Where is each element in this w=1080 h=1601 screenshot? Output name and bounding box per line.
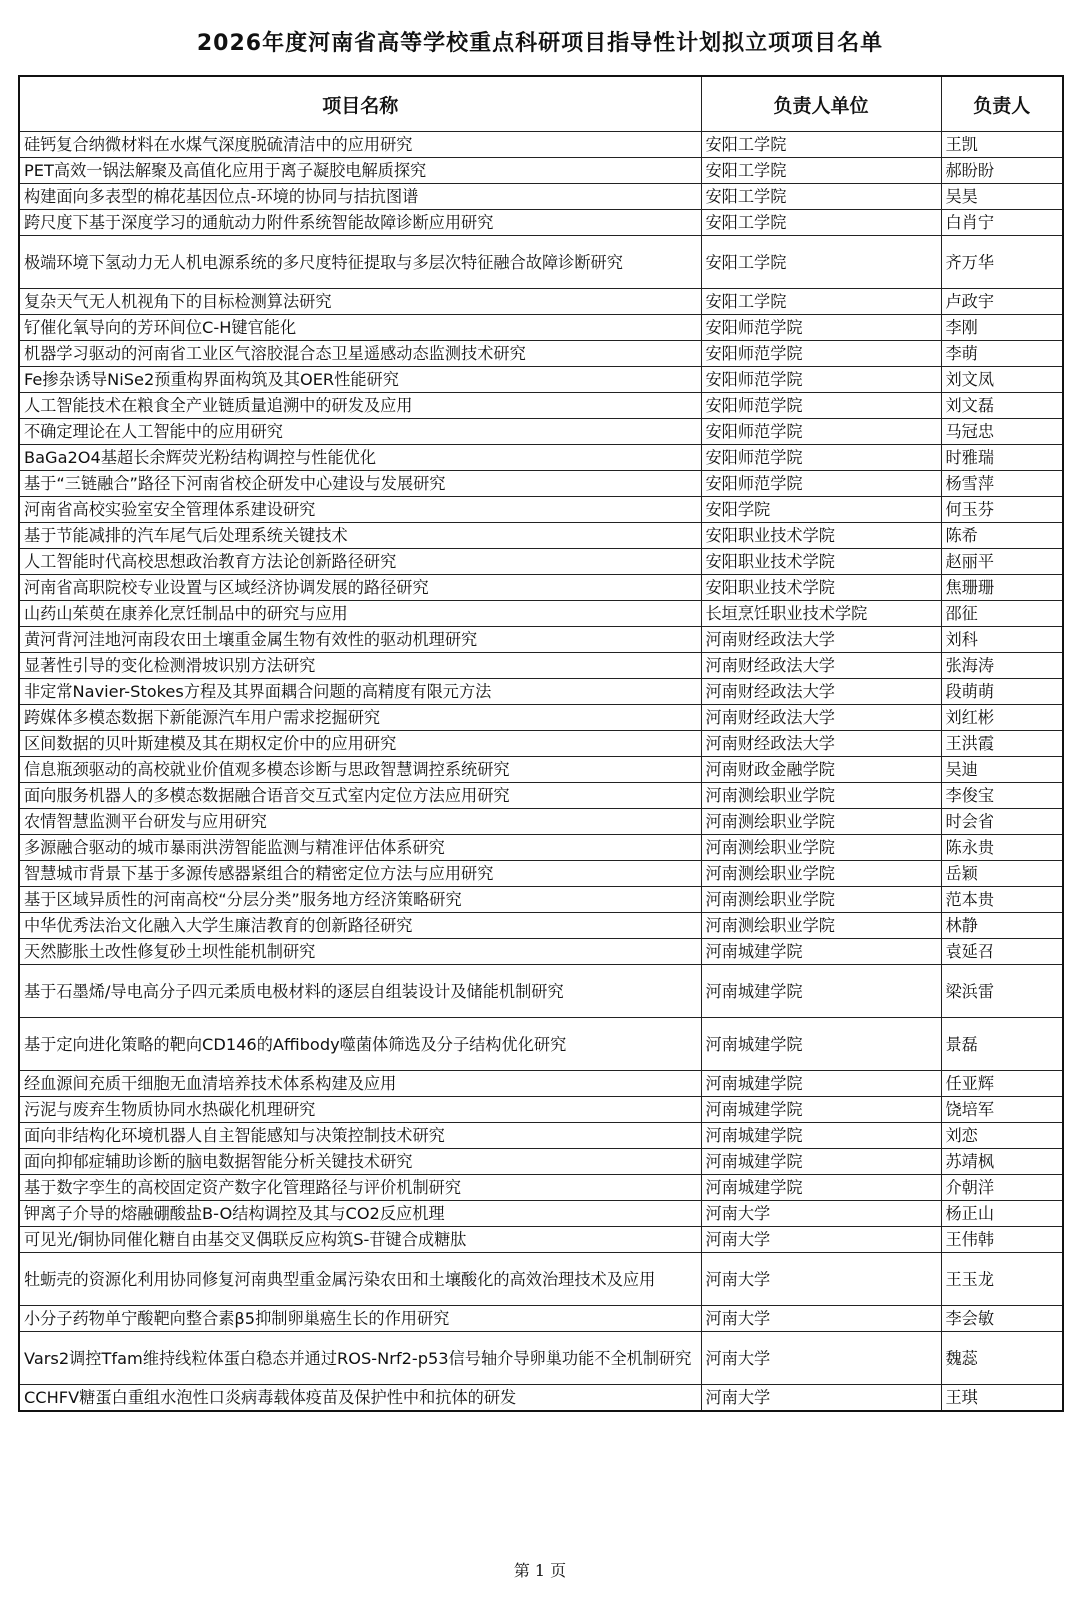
table-row [19, 939, 1063, 965]
unit-cell: 河南大学 [701, 1253, 941, 1306]
leader-cell: 岳颖 [941, 861, 1063, 887]
leader-cell: 郝盼盼 [941, 158, 1063, 184]
leader-cell: 范本贵 [941, 887, 1063, 913]
project-name-cell: BaGa2O4基超长余辉荧光粉结构调控与性能优化 [19, 445, 701, 471]
leader-cell: 杨正山 [941, 1201, 1063, 1227]
unit-cell: 安阳职业技术学院 [701, 549, 941, 575]
table-row [19, 1018, 1063, 1071]
unit-cell: 河南大学 [701, 1332, 941, 1385]
unit-cell: 河南城建学院 [701, 1018, 941, 1071]
project-name-cell: CCHFV糖蛋白重组水泡性口炎病毒载体疫苗及保护性中和抗体的研发 [19, 1385, 701, 1412]
project-name-cell: 中华优秀法治文化融入大学生廉洁教育的创新路径研究 [19, 913, 701, 939]
table-row [19, 419, 1063, 445]
leader-cell: 何玉芬 [941, 497, 1063, 523]
unit-cell: 安阳师范学院 [701, 367, 941, 393]
leader-cell: 刘科 [941, 627, 1063, 653]
project-name-cell: 牡蛎壳的资源化利用协同修复河南典型重金属污染农田和土壤酸化的高效治理技术及应用 [19, 1253, 701, 1306]
leader-cell: 马冠忠 [941, 419, 1063, 445]
table-row [19, 627, 1063, 653]
unit-cell: 河南城建学院 [701, 1123, 941, 1149]
project-name-cell: 硅钙复合纳微材料在水煤气深度脱硫清洁中的应用研究 [19, 132, 701, 158]
leader-cell: 李刚 [941, 315, 1063, 341]
table-row [19, 861, 1063, 887]
project-name-cell: 天然膨胀土改性修复砂土坝性能机制研究 [19, 939, 701, 965]
project-name-cell: 构建面向多表型的棉花基因位点-环境的协同与拮抗图谱 [19, 184, 701, 210]
leader-cell: 吴迪 [941, 757, 1063, 783]
leader-cell: 李俊宝 [941, 783, 1063, 809]
project-name-cell: 非定常Navier-Stokes方程及其界面耦合问题的高精度有限元方法 [19, 679, 701, 705]
project-name-cell: 基于石墨烯/导电高分子四元柔质电极材料的逐层自组装设计及储能机制研究 [19, 965, 701, 1018]
unit-cell: 安阳师范学院 [701, 471, 941, 497]
table-row [19, 653, 1063, 679]
unit-cell: 安阳工学院 [701, 236, 941, 289]
header-unit: 负责人单位 [701, 76, 941, 132]
leader-cell: 刘文磊 [941, 393, 1063, 419]
project-name-cell: 跨媒体多模态数据下新能源汽车用户需求挖掘研究 [19, 705, 701, 731]
unit-cell: 河南城建学院 [701, 939, 941, 965]
unit-cell: 安阳职业技术学院 [701, 575, 941, 601]
project-name-cell: 基于数字孪生的高校固定资产数字化管理路径与评价机制研究 [19, 1175, 701, 1201]
table-row [19, 835, 1063, 861]
page-number: 第 1 页 [513, 1561, 567, 1580]
unit-cell: 河南大学 [701, 1227, 941, 1253]
leader-cell: 杨雪萍 [941, 471, 1063, 497]
unit-cell: 河南城建学院 [701, 965, 941, 1018]
table-row [19, 184, 1063, 210]
project-name-cell: 面向抑郁症辅助诊断的脑电数据智能分析关键技术研究 [19, 1149, 701, 1175]
table-row [19, 1097, 1063, 1123]
table-row [19, 523, 1063, 549]
leader-cell: 林静 [941, 913, 1063, 939]
project-name-cell: 跨尺度下基于深度学习的通航动力附件系统智能故障诊断应用研究 [19, 210, 701, 236]
project-name-cell: 多源融合驱动的城市暴雨洪涝智能监测与精准评估体系研究 [19, 835, 701, 861]
leader-cell: 任亚辉 [941, 1071, 1063, 1097]
table-row [19, 601, 1063, 627]
unit-cell: 河南城建学院 [701, 1149, 941, 1175]
leader-cell: 时雅瑞 [941, 445, 1063, 471]
leader-cell: 陈希 [941, 523, 1063, 549]
project-name-cell: 黄河背河洼地河南段农田土壤重金属生物有效性的驱动机理研究 [19, 627, 701, 653]
table-row [19, 705, 1063, 731]
table-row [19, 1071, 1063, 1097]
leader-cell: 王洪霞 [941, 731, 1063, 757]
leader-cell: 刘红彬 [941, 705, 1063, 731]
leader-cell: 吴昊 [941, 184, 1063, 210]
project-name-cell: 基于定向进化策略的靶向CD146的Affibody噬菌体筛选及分子结构优化研究 [19, 1018, 701, 1071]
project-name-cell: 污泥与废弃生物质协同水热碳化机理研究 [19, 1097, 701, 1123]
leader-cell: 王伟韩 [941, 1227, 1063, 1253]
leader-cell: 景磊 [941, 1018, 1063, 1071]
project-name-cell: PET高效一锅法解聚及高值化应用于离子凝胶电解质探究 [19, 158, 701, 184]
leader-cell: 苏靖枫 [941, 1149, 1063, 1175]
unit-cell: 河南测绘职业学院 [701, 835, 941, 861]
project-name-cell: 钌催化氧导向的芳环间位C-H键官能化 [19, 315, 701, 341]
project-name-cell: 钾离子介导的熔融硼酸盐B-O结构调控及其与CO2反应机理 [19, 1201, 701, 1227]
project-name-cell: 复杂天气无人机视角下的目标检测算法研究 [19, 289, 701, 315]
unit-cell: 河南城建学院 [701, 1097, 941, 1123]
unit-cell: 长垣烹饪职业技术学院 [701, 601, 941, 627]
unit-cell: 安阳工学院 [701, 184, 941, 210]
unit-cell: 河南财经政法大学 [701, 627, 941, 653]
header-leader: 负责人 [941, 76, 1063, 132]
table-row [19, 132, 1063, 158]
unit-cell: 河南财政金融学院 [701, 757, 941, 783]
table-row [19, 315, 1063, 341]
table-row [19, 913, 1063, 939]
project-name-cell: 基于“三链融合”路径下河南省校企研发中心建设与发展研究 [19, 471, 701, 497]
leader-cell: 王琪 [941, 1385, 1063, 1412]
unit-cell: 河南测绘职业学院 [701, 809, 941, 835]
leader-cell: 介朝洋 [941, 1175, 1063, 1201]
project-name-cell: 河南省高校实验室安全管理体系建设研究 [19, 497, 701, 523]
unit-cell: 安阳师范学院 [701, 419, 941, 445]
unit-cell: 安阳工学院 [701, 158, 941, 184]
unit-cell: 河南财经政法大学 [701, 653, 941, 679]
table-row [19, 731, 1063, 757]
table-row [19, 1149, 1063, 1175]
unit-cell: 河南城建学院 [701, 1071, 941, 1097]
unit-cell: 安阳工学院 [701, 210, 941, 236]
table-row [19, 289, 1063, 315]
unit-cell: 河南大学 [701, 1201, 941, 1227]
leader-cell: 段萌萌 [941, 679, 1063, 705]
leader-cell: 卢政宇 [941, 289, 1063, 315]
unit-cell: 河南财经政法大学 [701, 731, 941, 757]
table-row [19, 1175, 1063, 1201]
leader-cell: 王玉龙 [941, 1253, 1063, 1306]
project-name-cell: 人工智能技术在粮食全产业链质量追溯中的研发及应用 [19, 393, 701, 419]
unit-cell: 安阳师范学院 [701, 393, 941, 419]
project-name-cell: 智慧城市背景下基于多源传感器紧组合的精密定位方法与应用研究 [19, 861, 701, 887]
table-row [19, 445, 1063, 471]
unit-cell: 安阳师范学院 [701, 341, 941, 367]
header-project-name: 项目名称 [19, 76, 701, 132]
project-name-cell: 农情智慧监测平台研发与应用研究 [19, 809, 701, 835]
unit-cell: 安阳工学院 [701, 289, 941, 315]
leader-cell: 李会敏 [941, 1306, 1063, 1332]
table-row [19, 1385, 1063, 1412]
leader-cell: 王凯 [941, 132, 1063, 158]
leader-cell: 李萌 [941, 341, 1063, 367]
table-row [19, 1306, 1063, 1332]
leader-cell: 饶培军 [941, 1097, 1063, 1123]
table-row [19, 1123, 1063, 1149]
table-row [19, 1201, 1063, 1227]
unit-cell: 河南测绘职业学院 [701, 861, 941, 887]
table-row [19, 1227, 1063, 1253]
unit-cell: 河南城建学院 [701, 1175, 941, 1201]
leader-cell: 焦珊珊 [941, 575, 1063, 601]
table-row [19, 393, 1063, 419]
project-name-cell: 经血源间充质干细胞无血清培养技术体系构建及应用 [19, 1071, 701, 1097]
project-name-cell: 极端环境下氢动力无人机电源系统的多尺度特征提取与多层次特征融合故障诊断研究 [19, 236, 701, 289]
table-row [19, 679, 1063, 705]
table-row [19, 236, 1063, 289]
unit-cell: 河南大学 [701, 1306, 941, 1332]
leader-cell: 赵丽平 [941, 549, 1063, 575]
project-table [18, 75, 1064, 1412]
project-name-cell: 小分子药物单宁酸靶向整合素β5抑制卵巢癌生长的作用研究 [19, 1306, 701, 1332]
project-name-cell: 显著性引导的变化检测滑坡识别方法研究 [19, 653, 701, 679]
leader-cell: 袁延召 [941, 939, 1063, 965]
project-name-cell: 可见光/铜协同催化糖自由基交叉偶联反应构筑S-苷键合成糖肽 [19, 1227, 701, 1253]
project-name-cell: 面向非结构化环境机器人自主智能感知与决策控制技术研究 [19, 1123, 701, 1149]
table-row [19, 887, 1063, 913]
table-row [19, 549, 1063, 575]
project-name-cell: 机器学习驱动的河南省工业区气溶胶混合态卫星遥感动态监测技术研究 [19, 341, 701, 367]
unit-cell: 河南大学 [701, 1385, 941, 1412]
unit-cell: 河南测绘职业学院 [701, 887, 941, 913]
table-row [19, 965, 1063, 1018]
project-name-cell: Fe掺杂诱导NiSe2预重构界面构筑及其OER性能研究 [19, 367, 701, 393]
project-name-cell: 河南省高职院校专业设置与区域经济协调发展的路径研究 [19, 575, 701, 601]
table-row [19, 471, 1063, 497]
unit-cell: 安阳学院 [701, 497, 941, 523]
table-row [19, 809, 1063, 835]
table-header-row [19, 76, 1063, 132]
leader-cell: 齐万华 [941, 236, 1063, 289]
unit-cell: 安阳师范学院 [701, 315, 941, 341]
unit-cell: 河南测绘职业学院 [701, 913, 941, 939]
page-title: 2026年度河南省高等学校重点科研项目指导性计划拟立项项目名单 [196, 31, 884, 56]
leader-cell: 陈永贵 [941, 835, 1063, 861]
table-row [19, 1253, 1063, 1306]
leader-cell: 时会省 [941, 809, 1063, 835]
project-name-cell: 信息瓶颈驱动的高校就业价值观多模态诊断与思政智慧调控系统研究 [19, 757, 701, 783]
project-name-cell: 基于节能减排的汽车尾气后处理系统关键技术 [19, 523, 701, 549]
table-row [19, 367, 1063, 393]
leader-cell: 邵征 [941, 601, 1063, 627]
leader-cell: 白肖宁 [941, 210, 1063, 236]
table-row [19, 575, 1063, 601]
unit-cell: 安阳职业技术学院 [701, 523, 941, 549]
table-row [19, 757, 1063, 783]
leader-cell: 张海涛 [941, 653, 1063, 679]
table-row [19, 1332, 1063, 1385]
table-row [19, 210, 1063, 236]
table-row [19, 783, 1063, 809]
unit-cell: 河南财经政法大学 [701, 679, 941, 705]
project-name-cell: 山药山茱萸在康养化烹饪制品中的研究与应用 [19, 601, 701, 627]
project-name-cell: 面向服务机器人的多模态数据融合语音交互式室内定位方法应用研究 [19, 783, 701, 809]
unit-cell: 河南财经政法大学 [701, 705, 941, 731]
leader-cell: 刘恋 [941, 1123, 1063, 1149]
table-row [19, 158, 1063, 184]
leader-cell: 梁浜雷 [941, 965, 1063, 1018]
unit-cell: 安阳工学院 [701, 132, 941, 158]
project-name-cell: 不确定理论在人工智能中的应用研究 [19, 419, 701, 445]
table-row [19, 497, 1063, 523]
leader-cell: 魏蕊 [941, 1332, 1063, 1385]
project-name-cell: 人工智能时代高校思想政治教育方法论创新路径研究 [19, 549, 701, 575]
project-name-cell: 区间数据的贝叶斯建模及其在期权定价中的应用研究 [19, 731, 701, 757]
project-name-cell: Vars2调控Tfam维持线粒体蛋白稳态并通过ROS-Nrf2-p53信号轴介导卵巢功能不全机制研究 [19, 1332, 701, 1385]
project-name-cell: 基于区域异质性的河南高校“分层分类”服务地方经济策略研究 [19, 887, 701, 913]
unit-cell: 安阳师范学院 [701, 445, 941, 471]
unit-cell: 河南测绘职业学院 [701, 783, 941, 809]
table-row [19, 341, 1063, 367]
leader-cell: 刘文凤 [941, 367, 1063, 393]
